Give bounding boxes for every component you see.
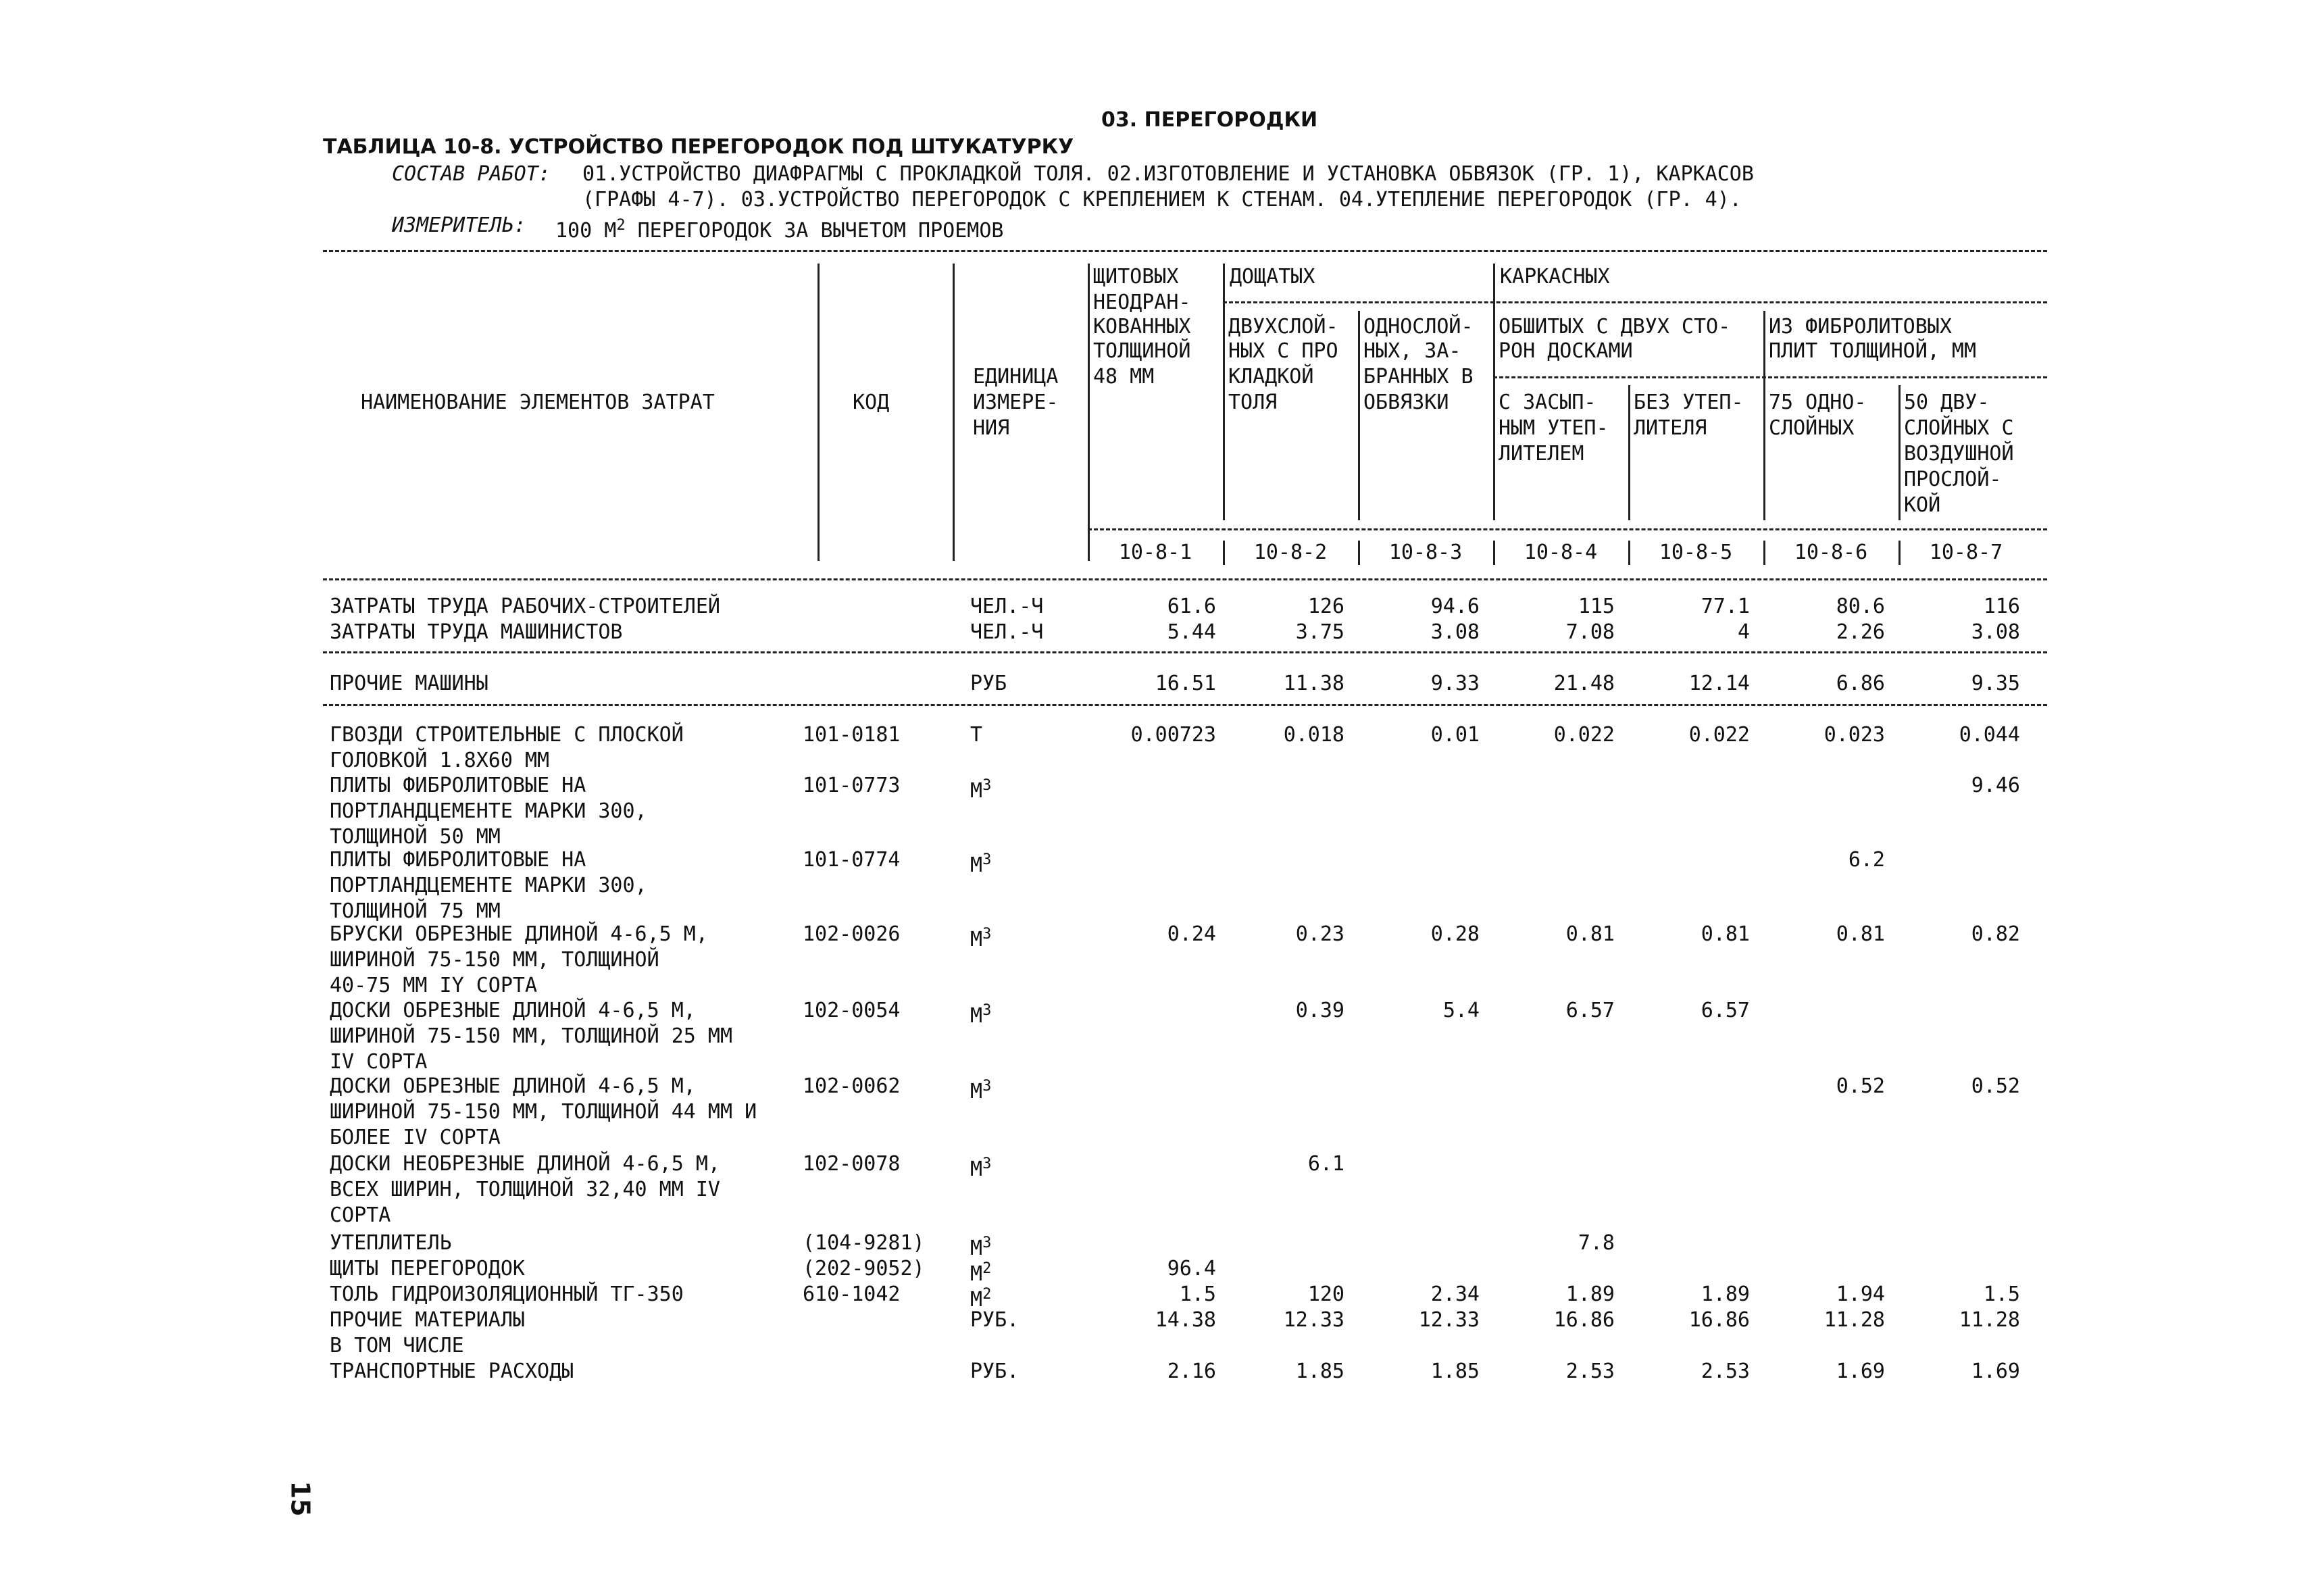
sep-c2-c3 xyxy=(1358,311,1360,520)
rule-above-codes xyxy=(1088,528,2047,530)
row-name: ТОЛЩИНОЙ 50 ММ xyxy=(330,825,501,849)
row-unit: $М^3$ xyxy=(970,1235,992,1260)
row-value: 16.86 xyxy=(1688,1308,1750,1332)
row-value: 0.82 xyxy=(1971,922,2020,946)
header-name: НАИМЕНОВАНИЕ ЭЛЕМЕНТОВ ЗАТРАТ xyxy=(361,391,715,414)
header-nofill-2: ЛИТЕЛЯ xyxy=(1634,416,1707,440)
header-code: КОД xyxy=(853,391,890,414)
row-value: 0.044 xyxy=(1959,723,2020,747)
row-value: 0.81 xyxy=(1565,922,1615,946)
row-value: 6.86 xyxy=(1836,672,1885,695)
row-value: 116 xyxy=(1983,595,2020,618)
row-value: 0.022 xyxy=(1553,723,1615,747)
code-10-8-5: 10-8-5 xyxy=(1659,541,1733,564)
row-value: 0.022 xyxy=(1688,723,1750,747)
row-code: (104-9281) xyxy=(803,1231,925,1255)
row-value: 2.16 xyxy=(1167,1360,1216,1383)
header-unit-1: ЕДИНИЦА xyxy=(973,365,1059,389)
sep-name-code xyxy=(818,264,820,561)
header-fill-1: С ЗАСЫП- xyxy=(1499,391,1596,414)
row-name: УТЕПЛИТЕЛЬ xyxy=(330,1231,452,1255)
header-fibro-2: ПЛИТ ТОЛЩИНОЙ, ММ xyxy=(1769,339,1977,363)
row-unit: РУБ xyxy=(970,672,1007,695)
row-value: 0.23 xyxy=(1295,922,1344,946)
code-10-8-6: 10-8-6 xyxy=(1794,541,1868,564)
row-value: 1.89 xyxy=(1701,1282,1750,1306)
row-name: ПЛИТЫ ФИБРОЛИТОВЫЕ НА xyxy=(330,848,586,872)
row-name: 40-75 ММ IY СОРТА xyxy=(330,974,538,997)
row-value: 7.8 xyxy=(1578,1231,1615,1255)
header-single-2: НЫХ, ЗА- xyxy=(1363,339,1461,363)
row-value: 6.57 xyxy=(1701,999,1750,1022)
section-rule xyxy=(323,651,2047,653)
row-code: 102-0078 xyxy=(803,1152,901,1176)
sep-c5-c6 xyxy=(1763,311,1765,520)
row-value: 96.4 xyxy=(1167,1257,1216,1280)
row-name: ШИРИНОЙ 75-150 ММ, ТОЛЩИНОЙ xyxy=(330,948,659,972)
row-value: 2.26 xyxy=(1836,620,1885,644)
row-value: 0.24 xyxy=(1167,922,1216,946)
header-fibro-1: ИЗ ФИБРОЛИТОВЫХ xyxy=(1769,315,1952,339)
header-f50-4: ПРОСЛОЙ- xyxy=(1904,468,2002,491)
row-name: ГВОЗДИ СТРОИТЕЛЬНЫЕ С ПЛОСКОЙ xyxy=(330,723,684,747)
row-value: 4 xyxy=(1737,620,1750,644)
row-name: ТОЛЬ ГИДРОИЗОЛЯЦИОННЫЙ ТГ-350 xyxy=(330,1282,684,1306)
code-10-8-7: 10-8-7 xyxy=(1929,541,2003,564)
row-value: 1.5 xyxy=(1179,1282,1216,1306)
sep-c6-c7 xyxy=(1898,385,1901,520)
row-name: СОРТА xyxy=(330,1203,391,1227)
row-value: 3.08 xyxy=(1430,620,1480,644)
header-f50-5: КОЙ xyxy=(1904,493,1941,517)
header-boards-2: РОН ДОСКАМИ xyxy=(1499,339,1633,363)
row-name: ЗАТРАТЫ ТРУДА МАШИНИСТОВ xyxy=(330,620,623,644)
row-code: 610-1042 xyxy=(803,1282,901,1306)
row-value: 1.69 xyxy=(1836,1360,1885,1383)
row-value: 6.1 xyxy=(1307,1152,1344,1176)
section-rule xyxy=(323,704,2047,706)
rule-under-boards xyxy=(1493,376,2047,378)
row-value: 2.53 xyxy=(1565,1360,1615,1383)
header-bottom-rule xyxy=(323,578,2047,580)
header-shield-4: ТОЛЩИНОЙ xyxy=(1093,339,1191,363)
row-value: 11.28 xyxy=(1959,1308,2020,1332)
row-value: 1.94 xyxy=(1836,1282,1885,1306)
works-line-1: 01.УСТРОЙСТВО ДИАФРАГМЫ С ПРОКЛАДКОЙ ТОЛЯ. 02.ИЗГОТОВЛЕНИЕ И УСТАНОВКА ОБВЯЗОК (ГР. 1), КАРКАСОВ xyxy=(582,162,1754,186)
row-unit: $М^3$ xyxy=(970,1078,992,1103)
row-unit: $М^3$ xyxy=(970,777,992,803)
row-value: 9.46 xyxy=(1971,774,2020,797)
header-double-4: ТОЛЯ xyxy=(1228,391,1278,414)
row-unit: РУБ. xyxy=(970,1360,1020,1383)
header-f50-3: ВОЗДУШНОЙ xyxy=(1904,442,2014,466)
row-name: ПОРТЛАНДЦЕМЕНТЕ МАРКИ 300, xyxy=(330,874,647,897)
row-unit: ЧЕЛ.-Ч xyxy=(970,620,1044,644)
row-value: 126 xyxy=(1307,595,1344,618)
page-number: 15 xyxy=(285,1480,316,1517)
header-shield-2: НЕОДРАН- xyxy=(1093,291,1191,314)
header-double-1: ДВУХСЛОЙ- xyxy=(1228,315,1338,339)
meter-label: ИЗМЕРИТЕЛЬ: xyxy=(392,214,526,237)
code-10-8-2: 10-8-2 xyxy=(1253,541,1328,564)
row-name: БОЛЕЕ IV СОРТА xyxy=(330,1126,501,1149)
row-code: 101-0774 xyxy=(803,848,901,872)
header-f75-1: 75 ОДНО- xyxy=(1769,391,1867,414)
row-value: 2.34 xyxy=(1430,1282,1480,1306)
row-unit: $М^3$ xyxy=(970,1002,992,1028)
row-value: 0.81 xyxy=(1701,922,1750,946)
header-double-3: КЛАДКОЙ xyxy=(1228,365,1314,389)
row-value: 12.33 xyxy=(1283,1308,1344,1332)
row-name: ВСЕХ ШИРИН, ТОЛЩИНОЙ 32,40 ММ IV xyxy=(330,1178,720,1201)
row-value: 0.52 xyxy=(1971,1074,2020,1098)
row-value: 1.85 xyxy=(1295,1360,1344,1383)
row-value: 2.53 xyxy=(1701,1360,1750,1383)
header-f50-1: 50 ДВУ- xyxy=(1904,391,1990,414)
row-name: ШИРИНОЙ 75-150 ММ, ТОЛЩИНОЙ 44 ММ И xyxy=(330,1100,757,1124)
row-name: ДОСКИ ОБРЕЗНЫЕ ДЛИНОЙ 4-6,5 М, xyxy=(330,1074,696,1098)
row-value: 120 xyxy=(1307,1282,1344,1306)
row-value: 80.6 xyxy=(1836,595,1885,618)
row-value: 11.28 xyxy=(1823,1308,1885,1332)
row-value: 14.38 xyxy=(1155,1308,1216,1332)
meter-text: 100 $М^2$ ПЕРЕГОРОДОК ЗА ВЫЧЕТОМ ПРОЕМОВ xyxy=(555,217,1004,243)
row-code: (202-9052) xyxy=(803,1257,925,1280)
row-value: 9.33 xyxy=(1430,672,1480,695)
row-name: ДОСКИ НЕОБРЕЗНЫЕ ДЛИНОЙ 4-6,5 М, xyxy=(330,1152,720,1176)
row-name: БРУСКИ ОБРЕЗНЫЕ ДЛИНОЙ 4-6,5 М, xyxy=(330,922,708,946)
row-unit: $М^3$ xyxy=(970,851,992,877)
row-name: ГОЛОВКОЙ 1.8Х60 ММ xyxy=(330,749,550,772)
row-code: 102-0054 xyxy=(803,999,901,1022)
row-value: 0.023 xyxy=(1823,723,1885,747)
row-unit: $М^2$ xyxy=(970,1286,992,1312)
row-value: 115 xyxy=(1578,595,1615,618)
row-value: 94.6 xyxy=(1430,595,1480,618)
row-unit: $М^3$ xyxy=(970,1155,992,1181)
header-f75-2: СЛОЙНЫХ xyxy=(1769,416,1855,440)
row-value: 0.81 xyxy=(1836,922,1885,946)
header-unit-3: НИЯ xyxy=(973,416,1010,440)
header-shield-5: 48 ММ xyxy=(1093,365,1155,389)
row-value: 0.52 xyxy=(1836,1074,1885,1098)
row-name: ТРАНСПОРТНЫЕ РАСХОДЫ xyxy=(330,1360,574,1383)
row-value: 9.35 xyxy=(1971,672,2020,695)
header-single-1: ОДНОСЛОЙ- xyxy=(1363,315,1474,339)
section-title: 03. ПЕРЕГОРОДКИ xyxy=(1101,108,1318,132)
row-value: 3.75 xyxy=(1295,620,1344,644)
row-value: 6.57 xyxy=(1565,999,1615,1022)
row-value: 12.14 xyxy=(1688,672,1750,695)
row-value: 5.4 xyxy=(1442,999,1480,1022)
row-name: ДОСКИ ОБРЕЗНЫЕ ДЛИНОЙ 4-6,5 М, xyxy=(330,999,696,1022)
row-unit: РУБ. xyxy=(970,1308,1020,1332)
row-value: 11.38 xyxy=(1283,672,1344,695)
row-name: ШИРИНОЙ 75-150 ММ, ТОЛЩИНОЙ 25 ММ xyxy=(330,1024,733,1048)
row-value: 0.01 xyxy=(1430,723,1480,747)
header-single-4: ОБВЯЗКИ xyxy=(1363,391,1449,414)
code-10-8-1: 10-8-1 xyxy=(1118,541,1192,564)
header-single-3: БРАННЫХ В xyxy=(1363,365,1474,389)
code-10-8-3: 10-8-3 xyxy=(1388,541,1463,564)
header-f50-2: СЛОЙНЫХ С xyxy=(1904,416,2014,440)
rule-under-plank xyxy=(1223,301,2047,303)
header-unit-2: ИЗМЕРЕ- xyxy=(973,391,1059,414)
sep-code-unit xyxy=(953,264,955,561)
header-frame: КАРКАСНЫХ xyxy=(1500,265,1610,289)
row-value: 12.33 xyxy=(1418,1308,1480,1332)
row-value: 21.48 xyxy=(1553,672,1615,695)
row-value: 16.51 xyxy=(1155,672,1216,695)
header-top-rule xyxy=(323,250,2047,252)
table-title: ТАБЛИЦА 10-8. УСТРОЙСТВО ПЕРЕГОРОДОК ПОД ШТУКАТУРКУ xyxy=(323,135,1074,159)
works-label: СОСТАВ РАБОТ: xyxy=(392,162,551,186)
row-value: 3.08 xyxy=(1971,620,2020,644)
row-value: 1.89 xyxy=(1565,1282,1615,1306)
row-unit: $М^2$ xyxy=(970,1260,992,1286)
row-value: 5.44 xyxy=(1167,620,1216,644)
row-name: ПОРТЛАНДЦЕМЕНТЕ МАРКИ 300, xyxy=(330,799,647,823)
row-value: 6.2 xyxy=(1848,848,1885,872)
row-value: 0.39 xyxy=(1295,999,1344,1022)
row-code: 102-0026 xyxy=(803,922,901,946)
row-name: ПРОЧИЕ МАШИНЫ xyxy=(330,672,488,695)
row-name: ПЛИТЫ ФИБРОЛИТОВЫЕ НА xyxy=(330,774,586,797)
header-nofill-1: БЕЗ УТЕП- xyxy=(1634,391,1744,414)
sep-c4-c5 xyxy=(1628,385,1630,520)
sep-unit-c1 xyxy=(1088,264,1090,561)
row-code: 102-0062 xyxy=(803,1074,901,1098)
header-double-2: НЫХ С ПРО xyxy=(1228,339,1338,363)
works-line-2: (ГРАФЫ 4-7). 03.УСТРОЙСТВО ПЕРЕГОРОДОК С КРЕПЛЕНИЕМ К СТЕНАМ. 04.УТЕПЛЕНИЕ ПЕРЕГОРОДОК (ГР. 4). xyxy=(582,188,1742,211)
row-name: IV СОРТА xyxy=(330,1050,428,1074)
row-value: 0.00723 xyxy=(1130,723,1216,747)
row-value: 16.86 xyxy=(1553,1308,1615,1332)
row-code: 101-0181 xyxy=(803,723,901,747)
header-boards-1: ОБШИТЫХ С ДВУХ СТО- xyxy=(1499,315,1731,339)
row-value: 1.85 xyxy=(1430,1360,1480,1383)
row-value: 1.69 xyxy=(1971,1360,2020,1383)
row-unit: Т xyxy=(970,723,983,747)
row-value: 61.6 xyxy=(1167,595,1216,618)
row-code: 101-0773 xyxy=(803,774,901,797)
row-unit: $М^3$ xyxy=(970,926,992,951)
row-name: ПРОЧИЕ МАТЕРИАЛЫ xyxy=(330,1308,525,1332)
header-fill-2: НЫМ УТЕП- xyxy=(1499,416,1609,440)
row-value: 7.08 xyxy=(1565,620,1615,644)
row-value: 0.018 xyxy=(1283,723,1344,747)
row-value: 77.1 xyxy=(1701,595,1750,618)
header-shield-1: ЩИТОВЫХ xyxy=(1093,265,1179,289)
header-fill-3: ЛИТЕЛЕМ xyxy=(1499,442,1584,466)
header-plank: ДОЩАТЫХ xyxy=(1230,265,1315,289)
row-name: ЩИТЫ ПЕРЕГОРОДОК xyxy=(330,1257,525,1280)
row-name: В ТОМ ЧИСЛЕ xyxy=(330,1334,464,1357)
header-shield-3: КОВАННЫХ xyxy=(1093,315,1191,339)
row-unit: ЧЕЛ.-Ч xyxy=(970,595,1044,618)
row-value: 1.5 xyxy=(1983,1282,2020,1306)
row-name: ЗАТРАТЫ ТРУДА РАБОЧИХ-СТРОИТЕЛЕЙ xyxy=(330,595,720,618)
row-name: ТОЛЩИНОЙ 75 ММ xyxy=(330,899,501,923)
code-10-8-4: 10-8-4 xyxy=(1524,541,1598,564)
row-value: 0.28 xyxy=(1430,922,1480,946)
